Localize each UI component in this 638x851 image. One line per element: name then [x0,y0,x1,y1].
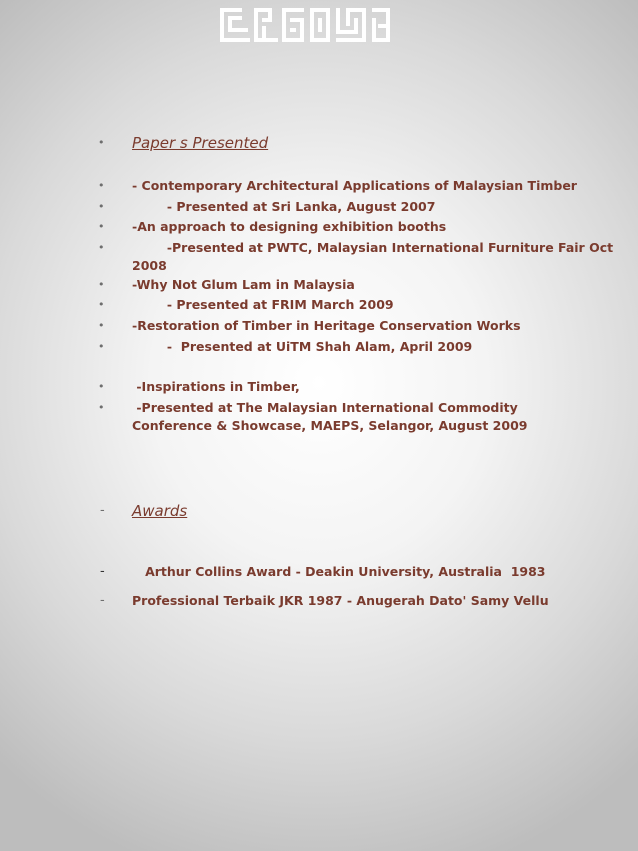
kufic-calligraphy-logo-icon [220,4,390,46]
papers-heading: Paper s Presented [132,134,269,152]
paper-text: - Contemporary Architectural Applications of Malaysian Timber [132,178,577,193]
paper-text: - Presented at UiTM Shah Alam, April 2009 [132,339,473,354]
paper-text: - Presented at FRIM March 2009 [132,297,394,312]
paper-text: -Inspirations in Timber, [132,379,300,394]
bullet: • [98,136,105,149]
bullet: • [98,241,105,254]
paper-text: -Presented at The Malaysian International Commodity Conference & Showcase, MAEPS, Selangor, August 2009 [132,400,528,433]
dash-marker: - [100,564,105,579]
paper-text: -An approach to designing exhibition booths [132,219,447,234]
bullet: • [98,220,105,233]
dash-marker: - [100,503,105,518]
paper-text: -Why Not Glum Lam in Malaysia [132,277,355,292]
bullet: • [98,298,105,311]
dash-marker: - [100,593,105,608]
paper-text: -Presented at PWTC, Malaysian International Furniture Fair Oct 2008 [132,240,618,273]
awards-heading: Awards [132,502,188,520]
paper-text: - Presented at Sri Lanka, August 2007 [132,199,436,214]
paper-text: -Restoration of Timber in Heritage Conservation Works [132,318,521,333]
bullet: • [98,319,105,332]
bullet: • [98,401,105,414]
bullet: • [98,380,105,393]
bullet: • [98,278,105,291]
bullet: • [98,179,105,192]
award-text: Arthur Collins Award - Deakin University, Australia 1983 [132,564,546,579]
bullet: • [98,340,105,353]
award-text: Professional Terbaik JKR 1987 - Anugerah Dato' Samy Vellu [132,593,549,608]
bullet: • [98,200,105,213]
